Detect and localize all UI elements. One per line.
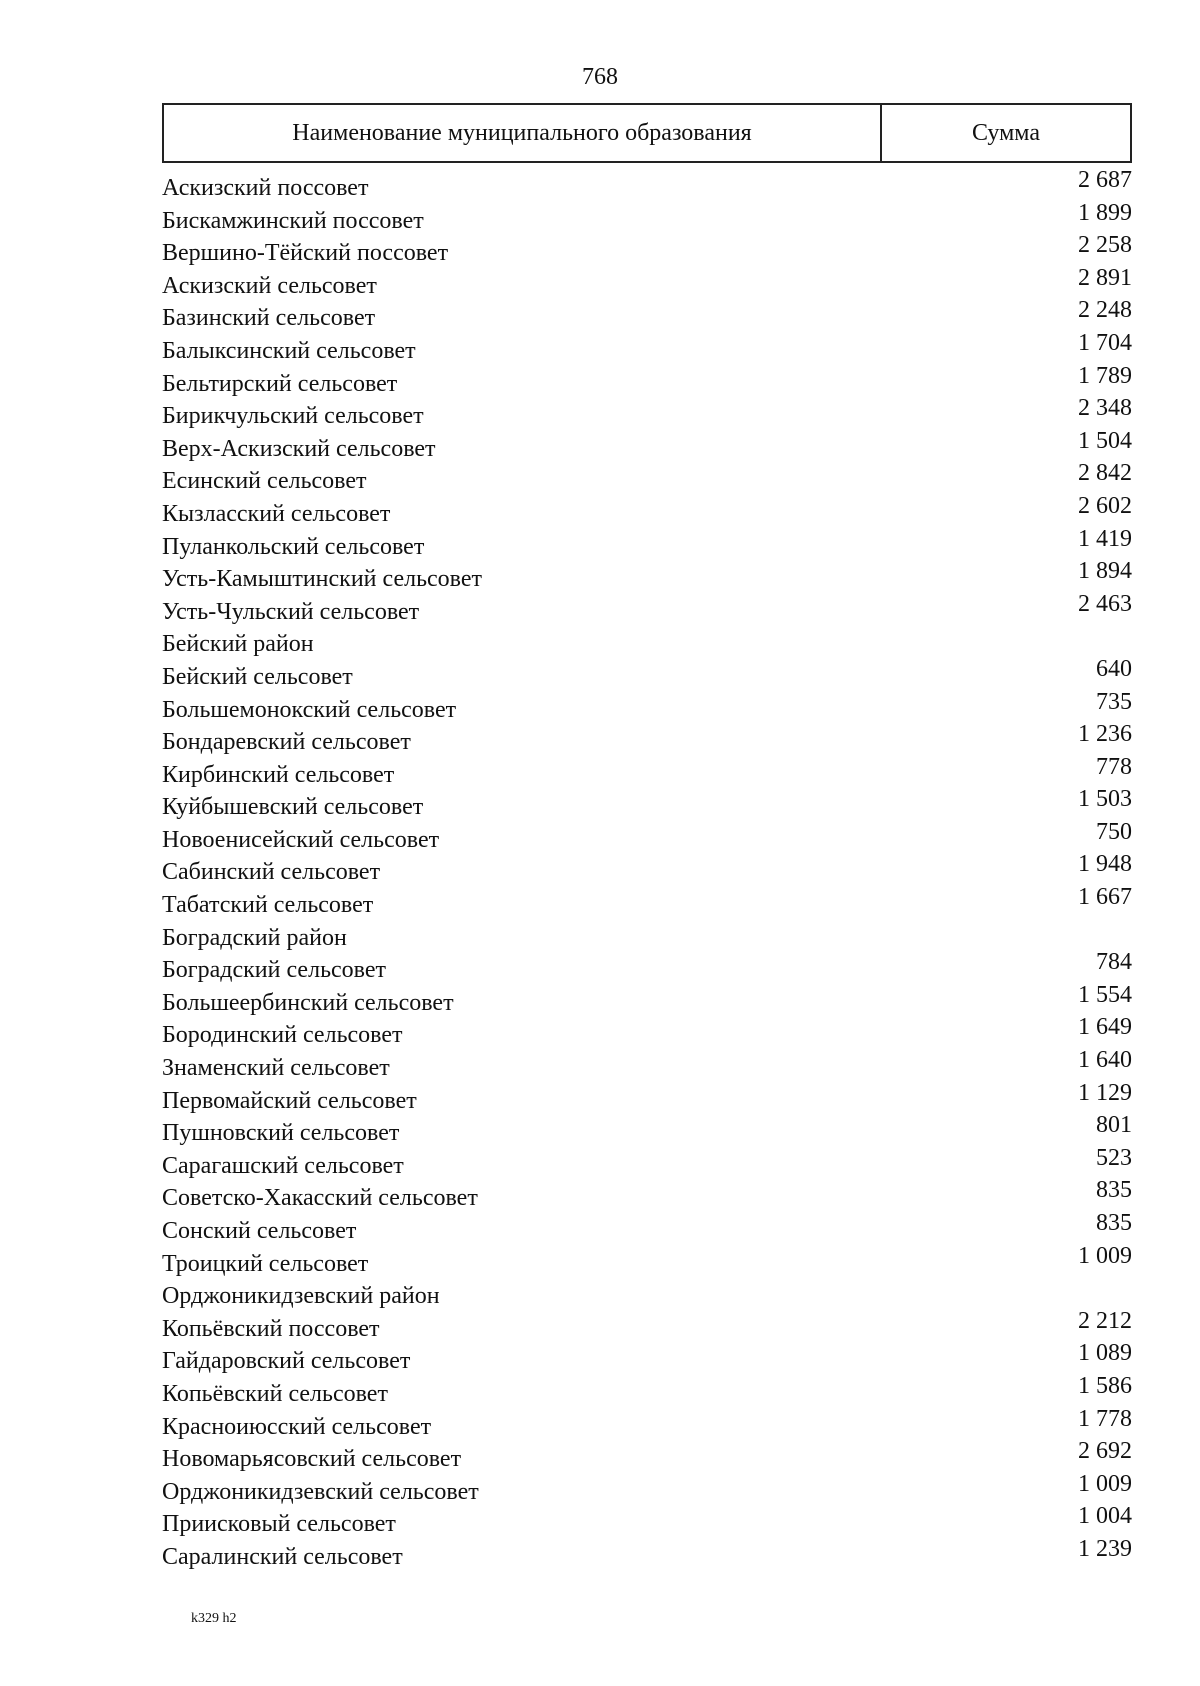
footer-code: k329 h2 (191, 1611, 237, 1626)
sum-value: 2 692 (1078, 1438, 1132, 1465)
sum-value: 1 004 (1078, 1503, 1132, 1530)
sum-value: 1 239 (1078, 1535, 1132, 1562)
table-row (162, 1079, 1132, 1116)
municipality-name: Бейский сельсовет (162, 663, 353, 690)
table-row (162, 395, 1132, 431)
municipality-name: Бейский район (162, 631, 314, 658)
sum-value: 835 (1096, 1210, 1132, 1236)
municipality-name: Первомайский сельсовет (162, 1087, 417, 1114)
table-row (162, 297, 1132, 333)
municipality-name: Бондаревский сельсовет (162, 729, 411, 756)
sum-value: 1 667 (1078, 884, 1132, 911)
table-row (162, 1470, 1132, 1507)
table-row (162, 655, 1132, 692)
table-row (162, 558, 1132, 594)
sum-value: 1 948 (1078, 851, 1132, 878)
table-row (162, 1210, 1132, 1246)
page-number: 768 (582, 64, 618, 90)
sum-value: 1 236 (1078, 721, 1132, 748)
sum-value: 2 687 (1078, 167, 1132, 193)
sum-value: 2 463 (1078, 590, 1132, 617)
table-row (162, 626, 1132, 659)
sum-value: 1 129 (1078, 1079, 1132, 1106)
table-row (162, 427, 1132, 464)
sum-value: 1 899 (1078, 199, 1132, 226)
sum-value: 1 894 (1078, 558, 1132, 585)
municipality-name: Копьёвский сельсовет (162, 1380, 388, 1407)
table-row (162, 362, 1132, 399)
municipality-name: Большеербинский сельсовет (162, 989, 454, 1016)
municipality-name: Сонский сельсовет (162, 1218, 357, 1244)
sum-value: 2 602 (1078, 492, 1132, 519)
table-row (162, 1438, 1132, 1474)
municipality-name: Куйбышевский сельсовет (162, 794, 424, 821)
municipality-name: Новоенисейский сельсовет (162, 826, 440, 853)
table-row (162, 786, 1132, 822)
municipality-name: Кызласский сельсовет (162, 500, 391, 527)
header-name-column: Наименование муниципального образования (164, 105, 882, 161)
municipality-name: Усть-Чульский сельсовет (162, 598, 420, 625)
municipality-name: Есинский сельсовет (162, 468, 367, 495)
sum-value: 2 248 (1078, 297, 1132, 324)
table-row (162, 949, 1132, 985)
table-row (162, 590, 1132, 627)
sum-value: 1 649 (1078, 1014, 1132, 1041)
sum-value: 2 348 (1078, 395, 1132, 422)
municipality-name: Усть-Камыштинский сельсовет (162, 566, 483, 593)
sum-value: 523 (1096, 1144, 1132, 1171)
municipality-name: Табатский сельсовет (162, 892, 374, 919)
table-row (162, 851, 1132, 887)
municipality-name: Бельтирский сельсовет (162, 370, 398, 397)
sum-value: 1 009 (1078, 1470, 1132, 1497)
table-row (162, 232, 1132, 268)
table-row (162, 1535, 1132, 1572)
sum-value: 2 842 (1078, 460, 1132, 487)
municipality-name: Балыксинский сельсовет (162, 337, 416, 364)
sum-value: 2 891 (1078, 264, 1132, 291)
sum-value: 2 258 (1078, 232, 1132, 259)
table-row (162, 721, 1132, 757)
municipality-name: Вершино-Тёйский поссовет (162, 240, 449, 267)
sum-value: 1 504 (1078, 427, 1132, 454)
table-row (162, 1014, 1132, 1050)
table-row (162, 264, 1132, 301)
table-row (162, 199, 1132, 236)
municipality-name: Троицкий сельсовет (162, 1250, 369, 1277)
table-row (162, 753, 1132, 790)
sum-value: 1 009 (1078, 1242, 1132, 1269)
header-sum-column: Сумма (972, 119, 1040, 146)
table-row (162, 884, 1132, 920)
sum-value: 1 089 (1078, 1340, 1132, 1367)
table-row (162, 1242, 1132, 1279)
sum-value: 750 (1096, 818, 1132, 845)
table-row (162, 1372, 1132, 1409)
municipality-name: Красноиюсский сельсовет (162, 1413, 432, 1440)
municipality-name: Боградский район (162, 924, 347, 951)
municipality-name: Гайдаровский сельсовет (162, 1348, 411, 1375)
table-row (162, 329, 1132, 366)
municipality-name: Аскизский сельсовет (162, 272, 377, 299)
sum-value: 1 704 (1078, 329, 1132, 356)
municipality-name: Сарагашский сельсовет (162, 1152, 404, 1179)
sum-value: 1 503 (1078, 786, 1132, 813)
sum-value: 835 (1096, 1177, 1132, 1204)
sum-value: 735 (1096, 688, 1132, 715)
municipality-name: Верх-Аскизский сельсовет (162, 435, 436, 462)
table-row (162, 1112, 1132, 1148)
municipality-name: Пушновский сельсовет (162, 1120, 400, 1147)
table-row (162, 1177, 1132, 1213)
municipality-name: Орджоникидзевский район (162, 1283, 440, 1310)
sum-value: 1 640 (1078, 1047, 1132, 1074)
sum-value: 2 212 (1078, 1307, 1132, 1334)
municipality-name: Сабинский сельсовет (162, 859, 381, 886)
municipality-name: Орджоникидзевский сельсовет (162, 1478, 479, 1505)
municipality-name: Бирикчульский сельсовет (162, 403, 424, 430)
table-header (162, 103, 1132, 163)
sum-value: 1 419 (1078, 525, 1132, 552)
table-row (162, 1340, 1132, 1376)
municipality-name: Бискамжинский поссовет (162, 207, 424, 234)
sum-value: 1 586 (1078, 1372, 1132, 1399)
table-row (162, 492, 1132, 529)
municipality-name: Новомарьясовский сельсовет (162, 1446, 462, 1473)
municipality-name: Советско-Хакасский сельсовет (162, 1185, 478, 1212)
sum-value: 1 554 (1078, 981, 1132, 1008)
table-row (162, 1503, 1132, 1539)
municipality-name: Знаменский сельсовет (162, 1055, 390, 1082)
municipality-name: Копьёвский поссовет (162, 1315, 380, 1342)
municipality-name: Базинский сельсовет (162, 305, 376, 332)
table-row (162, 1307, 1132, 1344)
table-row (162, 920, 1132, 953)
table-row (162, 1144, 1132, 1181)
table-body (162, 167, 1132, 1572)
table-row (162, 460, 1132, 496)
municipality-name: Кирбинский сельсовет (162, 761, 395, 788)
table-row (162, 1405, 1132, 1442)
municipality-name: Пуланкольский сельсовет (162, 533, 425, 560)
municipality-name: Аскизский поссовет (162, 175, 369, 201)
table-row (162, 525, 1132, 562)
table-row (162, 167, 1132, 203)
sum-value: 778 (1096, 753, 1132, 780)
sum-value: 640 (1096, 655, 1132, 682)
sum-value: 801 (1096, 1112, 1132, 1139)
table-row (162, 688, 1132, 725)
table-row (162, 1047, 1132, 1083)
table-row (162, 1278, 1132, 1311)
table-row (162, 818, 1132, 855)
table-row (162, 981, 1132, 1018)
municipality-name: Саралинский сельсовет (162, 1543, 403, 1570)
sum-value: 1 789 (1078, 362, 1132, 389)
sum-value: 784 (1096, 949, 1132, 976)
municipality-name: Большемонокский сельсовет (162, 696, 457, 723)
municipality-name: Приисковый сельсовет (162, 1511, 396, 1538)
municipality-name: Боградский сельсовет (162, 957, 386, 984)
municipality-name: Бородинский сельсовет (162, 1022, 403, 1049)
sum-value: 1 778 (1078, 1405, 1132, 1432)
